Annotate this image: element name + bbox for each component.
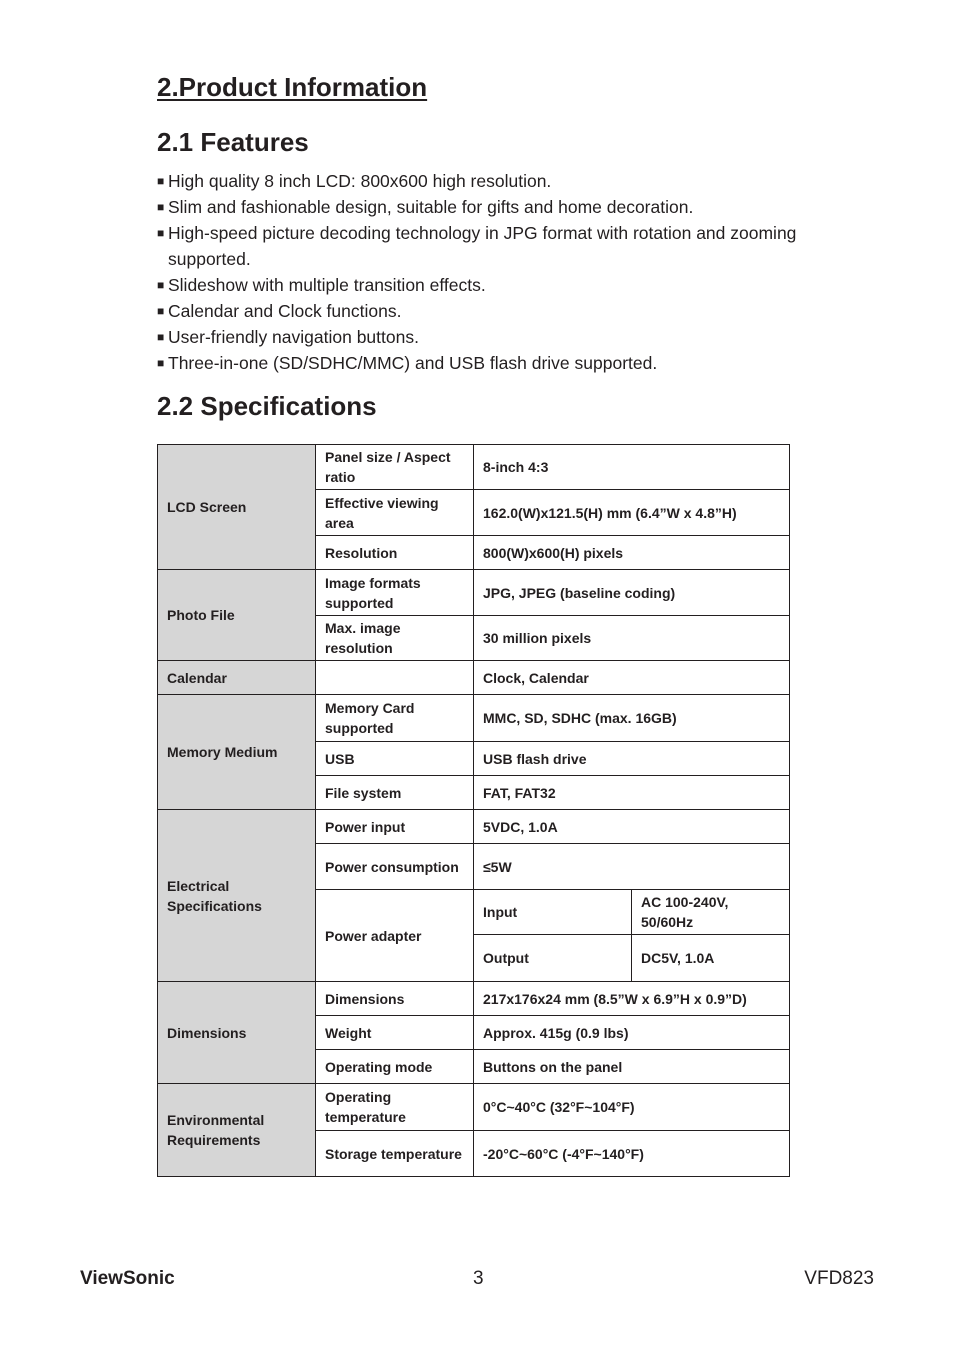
category-dimensions: Dimensions [158, 982, 316, 1084]
spec-value: Buttons on the panel [474, 1050, 790, 1084]
spec-sublabel: Input [474, 890, 632, 935]
footer-brand: ViewSonic [80, 1268, 175, 1289]
spec-label: Max. image resolution [316, 616, 474, 661]
spec-value: USB flash drive [474, 742, 790, 776]
spec-value: -20°C~60°C (-4°F~140°F) [474, 1131, 790, 1177]
spec-label: Resolution [316, 536, 474, 570]
category-photo-file: Photo File [158, 570, 316, 661]
table-row [158, 661, 790, 695]
features-heading: 2.1 Features [157, 127, 309, 157]
feature-item: ■ Calendar and Clock functions. [157, 298, 797, 324]
spec-value: JPG, JPEG (baseline coding) [474, 570, 790, 616]
spec-label: Power adapter [316, 890, 474, 982]
spec-value: 800(W)x600(H) pixels [474, 536, 790, 570]
spec-label: Storage temperature [316, 1131, 474, 1177]
spec-value: Clock, Calendar [474, 661, 790, 695]
feature-item: ■ High-speed picture decoding technology in JPG format with rotation and zooming supported. [157, 220, 797, 272]
spec-value: AC 100-240V, 50/60Hz [632, 890, 790, 935]
spec-value: 162.0(W)x121.5(H) mm (6.4”W x 4.8”H) [474, 490, 790, 536]
spec-label: Operating temperature [316, 1084, 474, 1131]
footer-model: VFD823 [804, 1268, 874, 1289]
spec-label: Power input [316, 810, 474, 844]
specifications-table [157, 444, 790, 1177]
feature-item: ■ High quality 8 inch LCD: 800x600 high resolution. [157, 168, 797, 194]
table-row [158, 445, 790, 490]
feature-item: ■ Slideshow with multiple transition effects. [157, 272, 797, 298]
spec-label: Operating mode [316, 1050, 474, 1084]
features-list [157, 168, 797, 376]
spec-label: USB [316, 742, 474, 776]
spec-value: FAT, FAT32 [474, 776, 790, 810]
spec-value: Approx. 415g (0.9 lbs) [474, 1016, 790, 1050]
spec-value: 0°C~40°C (32°F~104°F) [474, 1084, 790, 1131]
specifications-heading: 2.2 Specifications [157, 391, 377, 421]
section-title: 2.Product Information [157, 72, 428, 102]
spec-label: Image formats supported [316, 570, 474, 616]
feature-item: ■ Three-in-one (SD/SDHC/MMC) and USB flash drive supported. [157, 350, 797, 376]
spec-label: Panel size / Aspect ratio [316, 445, 474, 490]
category-electrical-specifications: Electrical Specifications [158, 810, 316, 982]
table-row [158, 982, 790, 1016]
page-number: 3 [473, 1268, 484, 1289]
spec-label-empty [316, 661, 474, 695]
spec-value: ≤5W [474, 844, 790, 890]
spec-label: Dimensions [316, 982, 474, 1016]
category-calendar: Calendar [158, 661, 316, 695]
spec-value: 217x176x24 mm (8.5”W x 6.9”H x 0.9”D) [474, 982, 790, 1016]
category-lcd-screen: LCD Screen [158, 445, 316, 570]
table-row [158, 810, 790, 844]
spec-value: 5VDC, 1.0A [474, 810, 790, 844]
category-environmental-requirements: Environmental Requirements [158, 1084, 316, 1177]
spec-value: MMC, SD, SDHC (max. 16GB) [474, 695, 790, 742]
spec-sublabel: Output [474, 935, 632, 982]
spec-value: DC5V, 1.0A [632, 935, 790, 982]
feature-item: ■ Slim and fashionable design, suitable for gifts and home decoration. [157, 194, 797, 220]
spec-label: Effective viewing area [316, 490, 474, 536]
category-memory-medium: Memory Medium [158, 695, 316, 810]
spec-label: Weight [316, 1016, 474, 1050]
spec-value: 30 million pixels [474, 616, 790, 661]
table-row [158, 695, 790, 742]
feature-item: ■ User-friendly navigation buttons. [157, 324, 797, 350]
spec-label: Memory Card supported [316, 695, 474, 742]
table-row [158, 570, 790, 616]
table-row [158, 1084, 790, 1131]
spec-value: 8-inch 4:3 [474, 445, 790, 490]
spec-label: Power consumption [316, 844, 474, 890]
spec-label: File system [316, 776, 474, 810]
